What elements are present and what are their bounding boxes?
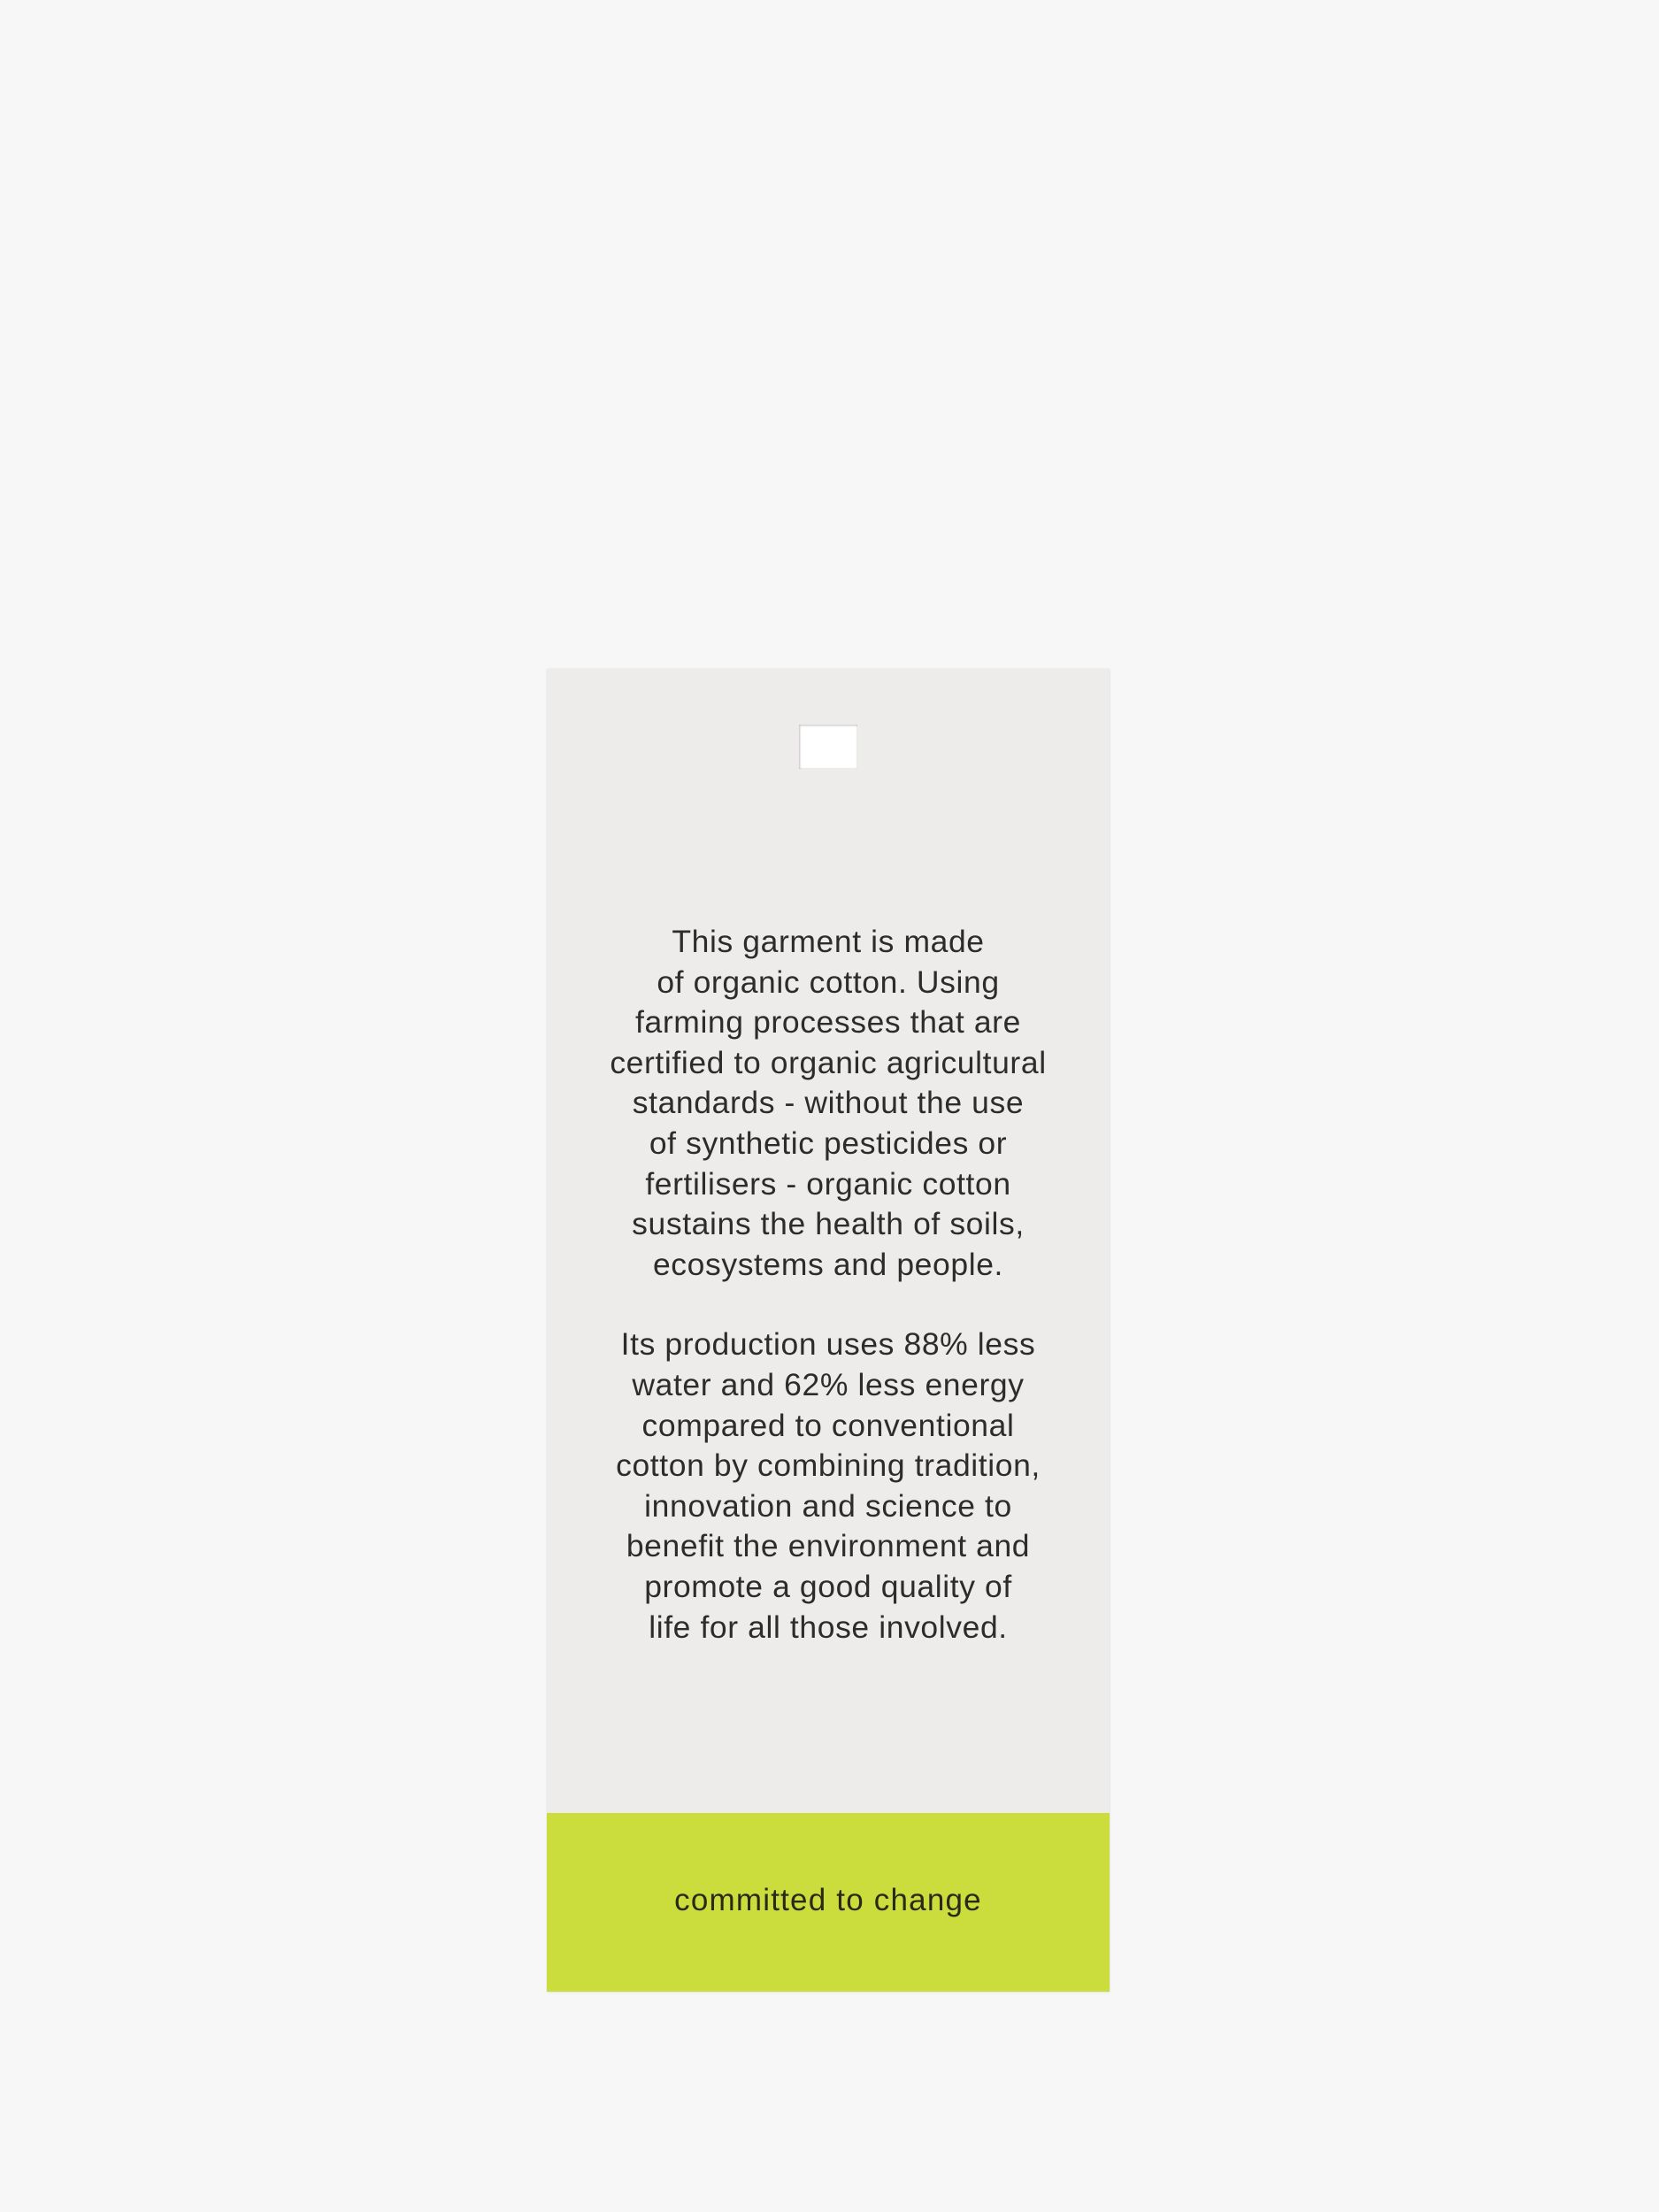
production-impact-paragraph: Its production uses 88% less water and 62% less energy compared to conventional cotton by combining tradition, innovation and science to benefit the environment and promote a good quality of life for all those involved. — [616, 1326, 1041, 1645]
tag-description — [547, 922, 1110, 1647]
tag-string-hole — [799, 725, 857, 769]
band-tagline: committed to change — [674, 1883, 982, 1917]
organic-cotton-paragraph: This garment is made of organic cotton. Using farming processes that are certified to organic agricultural standards - without the use of synthetic pesticides or fertilisers - organic cotton sustains the health of soils, ecosystems and people. — [610, 924, 1047, 1282]
tag-green-band — [547, 1813, 1110, 1992]
garment-hang-tag — [547, 669, 1110, 1992]
